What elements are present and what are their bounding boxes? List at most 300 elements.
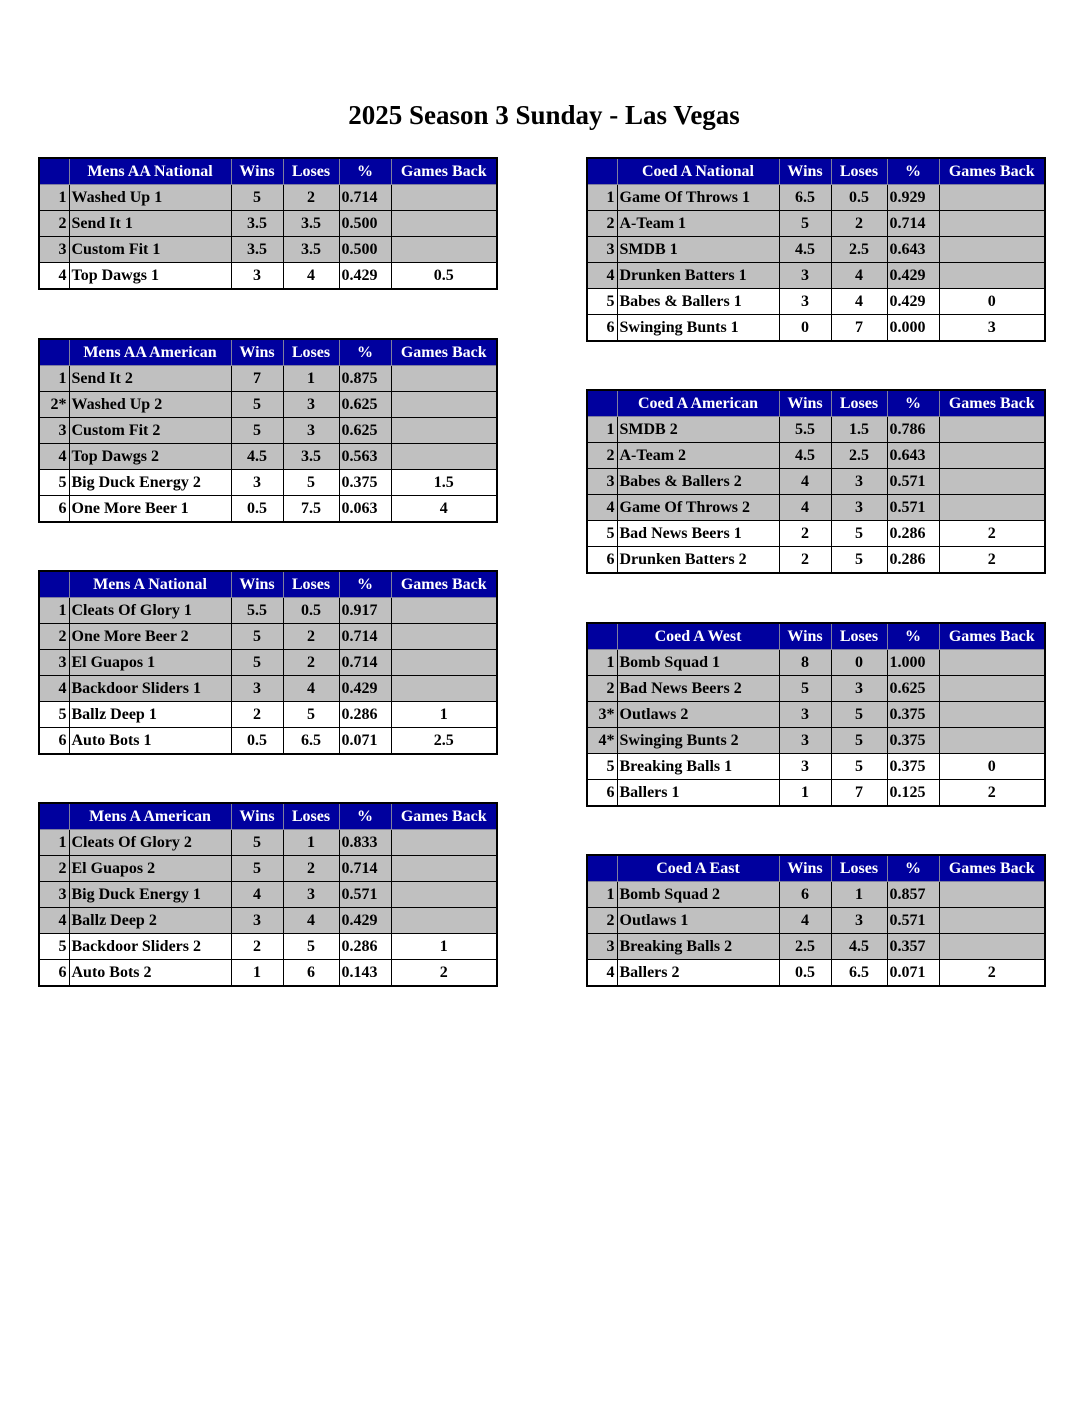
table-row xyxy=(39,185,497,211)
team-name-cell: Big Duck Energy 1 xyxy=(69,882,231,908)
wins-cell: 5 xyxy=(231,650,283,676)
table-row xyxy=(587,754,1045,780)
table-header-row xyxy=(587,855,1045,882)
rank-cell: 6 xyxy=(39,496,69,523)
loses-cell: 0.5 xyxy=(283,598,339,624)
table-row xyxy=(39,882,497,908)
pct-header: % xyxy=(887,623,939,650)
table-row xyxy=(587,521,1045,547)
wins-cell: 3 xyxy=(779,263,831,289)
games-back-header: Games Back xyxy=(391,571,497,598)
team-name-cell: One More Beer 2 xyxy=(69,624,231,650)
rank-cell: 1 xyxy=(587,882,617,908)
table-row xyxy=(39,676,497,702)
pct-cell: 0.286 xyxy=(887,521,939,547)
team-name-cell: Top Dawgs 2 xyxy=(69,444,231,470)
team-name-cell: Backdoor Sliders 2 xyxy=(69,934,231,960)
rank-cell: 3 xyxy=(587,934,617,960)
loses-header: Loses xyxy=(831,158,887,185)
loses-cell: 1.5 xyxy=(831,417,887,443)
team-name-cell: El Guapos 2 xyxy=(69,856,231,882)
rank-cell: 2 xyxy=(39,856,69,882)
loses-cell: 4.5 xyxy=(831,934,887,960)
loses-cell: 5 xyxy=(283,702,339,728)
games-back-header: Games Back xyxy=(939,390,1045,417)
games-back-header: Games Back xyxy=(939,158,1045,185)
wins-header: Wins xyxy=(779,158,831,185)
rank-cell: 2 xyxy=(587,211,617,237)
pct-cell: 0.714 xyxy=(339,856,391,882)
table-row xyxy=(587,908,1045,934)
team-name-cell: Washed Up 1 xyxy=(69,185,231,211)
division-name: Mens AA American xyxy=(69,339,231,366)
division-name: Coed A American xyxy=(617,390,779,417)
rank-cell: 2 xyxy=(39,624,69,650)
team-name-cell: Custom Fit 1 xyxy=(69,237,231,263)
pct-header: % xyxy=(339,339,391,366)
wins-cell: 5 xyxy=(231,185,283,211)
pct-cell: 0.375 xyxy=(887,728,939,754)
division-name: Mens A American xyxy=(69,803,231,830)
table-header-row xyxy=(39,803,497,830)
wins-cell: 5 xyxy=(231,856,283,882)
pct-cell: 0.571 xyxy=(887,495,939,521)
games-back-cell xyxy=(391,908,497,934)
loses-cell: 3 xyxy=(283,418,339,444)
pct-cell: 0.286 xyxy=(339,702,391,728)
rank-cell: 5 xyxy=(587,754,617,780)
team-name-cell: Custom Fit 2 xyxy=(69,418,231,444)
team-name-cell: Breaking Balls 1 xyxy=(617,754,779,780)
table-row xyxy=(39,702,497,728)
games-back-cell: 0 xyxy=(939,289,1045,315)
loses-cell: 6 xyxy=(283,960,339,987)
team-name-cell: Send It 1 xyxy=(69,211,231,237)
mens-a-national-standings-table xyxy=(38,570,498,755)
table-row xyxy=(587,702,1045,728)
wins-cell: 3 xyxy=(231,908,283,934)
wins-header: Wins xyxy=(779,623,831,650)
pct-cell: 0.071 xyxy=(339,728,391,755)
pct-cell: 0.429 xyxy=(339,908,391,934)
wins-cell: 4 xyxy=(231,882,283,908)
pct-header: % xyxy=(339,158,391,185)
games-back-cell xyxy=(939,908,1045,934)
table-row xyxy=(587,315,1045,342)
pct-cell: 0.571 xyxy=(339,882,391,908)
pct-cell: 0.429 xyxy=(887,263,939,289)
table-row xyxy=(39,728,497,755)
rank-cell: 2 xyxy=(587,676,617,702)
wins-cell: 5.5 xyxy=(779,417,831,443)
rank-cell: 1 xyxy=(587,417,617,443)
games-back-cell: 2 xyxy=(939,780,1045,807)
team-name-cell: A-Team 2 xyxy=(617,443,779,469)
rank-cell: 4* xyxy=(587,728,617,754)
games-back-header: Games Back xyxy=(939,855,1045,882)
games-back-cell: 2 xyxy=(939,547,1045,574)
wins-cell: 4 xyxy=(779,908,831,934)
rank-cell: 5 xyxy=(587,289,617,315)
games-back-cell: 3 xyxy=(939,315,1045,342)
table-row xyxy=(587,417,1045,443)
table-row xyxy=(587,289,1045,315)
wins-cell: 5.5 xyxy=(231,598,283,624)
team-name-cell: Babes & Ballers 2 xyxy=(617,469,779,495)
games-back-cell xyxy=(391,830,497,856)
pct-cell: 0.625 xyxy=(339,392,391,418)
rank-cell: 3 xyxy=(39,882,69,908)
games-back-cell xyxy=(391,882,497,908)
pct-cell: 0.714 xyxy=(339,185,391,211)
pct-cell: 0.625 xyxy=(339,418,391,444)
wins-cell: 2.5 xyxy=(779,934,831,960)
table-row xyxy=(39,392,497,418)
table-header-row xyxy=(39,158,497,185)
table-row xyxy=(39,470,497,496)
table-row xyxy=(587,263,1045,289)
pct-cell: 0.643 xyxy=(887,237,939,263)
rank-cell: 1 xyxy=(39,830,69,856)
rank-cell: 2 xyxy=(587,443,617,469)
table-row xyxy=(587,676,1045,702)
pct-cell: 0.286 xyxy=(887,547,939,574)
coed-a-american-standings-table xyxy=(586,389,1046,574)
games-back-cell xyxy=(939,882,1045,908)
team-name-cell: Drunken Batters 1 xyxy=(617,263,779,289)
rank-cell: 6 xyxy=(39,728,69,755)
team-name-cell: Ballers 1 xyxy=(617,780,779,807)
wins-cell: 3 xyxy=(779,702,831,728)
rank-cell: 3 xyxy=(39,237,69,263)
games-back-cell xyxy=(391,650,497,676)
wins-cell: 4.5 xyxy=(231,444,283,470)
rank-cell: 5 xyxy=(39,470,69,496)
wins-header: Wins xyxy=(231,803,283,830)
rank-cell: 4 xyxy=(587,960,617,987)
loses-cell: 4 xyxy=(831,263,887,289)
pct-cell: 0.917 xyxy=(339,598,391,624)
wins-header: Wins xyxy=(231,158,283,185)
wins-cell: 3 xyxy=(779,754,831,780)
games-back-cell xyxy=(939,185,1045,211)
pct-cell: 0.643 xyxy=(887,443,939,469)
team-name-cell: Babes & Ballers 1 xyxy=(617,289,779,315)
loses-cell: 7 xyxy=(831,315,887,342)
loses-cell: 0 xyxy=(831,650,887,676)
rank-cell: 6 xyxy=(587,780,617,807)
team-name-cell: Bad News Beers 1 xyxy=(617,521,779,547)
rank-cell: 4 xyxy=(39,444,69,470)
rank-cell: 2 xyxy=(39,211,69,237)
games-back-cell: 1.5 xyxy=(391,470,497,496)
pct-cell: 0.500 xyxy=(339,211,391,237)
games-back-cell: 1 xyxy=(391,934,497,960)
games-back-header: Games Back xyxy=(939,623,1045,650)
team-name-cell: Bomb Squad 1 xyxy=(617,650,779,676)
pct-cell: 0.714 xyxy=(339,624,391,650)
pct-cell: 0.357 xyxy=(887,934,939,960)
games-back-cell xyxy=(391,185,497,211)
loses-cell: 3 xyxy=(831,908,887,934)
pct-cell: 0.500 xyxy=(339,237,391,263)
team-name-cell: Bad News Beers 2 xyxy=(617,676,779,702)
loses-header: Loses xyxy=(831,623,887,650)
table-row xyxy=(39,960,497,987)
games-back-cell xyxy=(939,934,1045,960)
mens-aa-american-standings-table xyxy=(38,338,498,523)
games-back-cell xyxy=(939,443,1045,469)
division-name: Mens AA National xyxy=(69,158,231,185)
team-name-cell: Ballz Deep 1 xyxy=(69,702,231,728)
wins-cell: 5 xyxy=(231,624,283,650)
pct-cell: 0.563 xyxy=(339,444,391,470)
loses-cell: 2 xyxy=(283,185,339,211)
loses-cell: 7 xyxy=(831,780,887,807)
loses-cell: 5 xyxy=(831,547,887,574)
games-back-cell xyxy=(391,237,497,263)
wins-cell: 5 xyxy=(231,392,283,418)
games-back-cell xyxy=(939,728,1045,754)
loses-cell: 3 xyxy=(831,676,887,702)
loses-cell: 4 xyxy=(831,289,887,315)
games-back-cell xyxy=(391,856,497,882)
coed-a-national-standings-table xyxy=(586,157,1046,342)
wins-cell: 2 xyxy=(779,547,831,574)
wins-cell: 0 xyxy=(779,315,831,342)
team-name-cell: Ballz Deep 2 xyxy=(69,908,231,934)
rank-header xyxy=(587,623,617,650)
loses-cell: 4 xyxy=(283,908,339,934)
rank-cell: 1 xyxy=(39,598,69,624)
loses-cell: 4 xyxy=(283,263,339,290)
wins-cell: 6 xyxy=(779,882,831,908)
wins-cell: 4 xyxy=(779,469,831,495)
wins-header: Wins xyxy=(779,390,831,417)
loses-cell: 5 xyxy=(283,470,339,496)
wins-cell: 3 xyxy=(779,728,831,754)
team-name-cell: Bomb Squad 2 xyxy=(617,882,779,908)
pct-cell: 0.375 xyxy=(339,470,391,496)
loses-cell: 5 xyxy=(831,702,887,728)
wins-cell: 3 xyxy=(231,263,283,290)
division-name: Coed A East xyxy=(617,855,779,882)
team-name-cell: Ballers 2 xyxy=(617,960,779,987)
rank-cell: 1 xyxy=(587,650,617,676)
pct-cell: 0.000 xyxy=(887,315,939,342)
team-name-cell: Outlaws 1 xyxy=(617,908,779,934)
rank-cell: 4 xyxy=(39,908,69,934)
pct-header: % xyxy=(339,803,391,830)
team-name-cell: Game Of Throws 1 xyxy=(617,185,779,211)
team-name-cell: Send It 2 xyxy=(69,366,231,392)
loses-cell: 1 xyxy=(283,366,339,392)
coed-a-west-standings-table xyxy=(586,622,1046,807)
wins-cell: 7 xyxy=(231,366,283,392)
wins-cell: 5 xyxy=(231,830,283,856)
table-row xyxy=(39,418,497,444)
rank-cell: 4 xyxy=(587,263,617,289)
rank-cell: 4 xyxy=(39,263,69,290)
wins-header: Wins xyxy=(231,339,283,366)
pct-cell: 0.714 xyxy=(339,650,391,676)
pct-header: % xyxy=(887,158,939,185)
rank-header xyxy=(587,158,617,185)
team-name-cell: Top Dawgs 1 xyxy=(69,263,231,290)
wins-cell: 3.5 xyxy=(231,211,283,237)
wins-cell: 3 xyxy=(231,470,283,496)
games-back-cell xyxy=(391,392,497,418)
table-row xyxy=(39,830,497,856)
pct-cell: 0.857 xyxy=(887,882,939,908)
pct-cell: 0.429 xyxy=(887,289,939,315)
games-back-cell xyxy=(939,495,1045,521)
games-back-header: Games Back xyxy=(391,803,497,830)
loses-cell: 2.5 xyxy=(831,237,887,263)
loses-header: Loses xyxy=(831,390,887,417)
rank-cell: 4 xyxy=(587,495,617,521)
team-name-cell: Cleats Of Glory 1 xyxy=(69,598,231,624)
coed-a-east-standings-table xyxy=(586,854,1046,987)
loses-cell: 6.5 xyxy=(283,728,339,755)
wins-cell: 3 xyxy=(231,676,283,702)
table-header-row xyxy=(587,390,1045,417)
loses-cell: 7.5 xyxy=(283,496,339,523)
games-back-cell xyxy=(939,237,1045,263)
loses-cell: 5 xyxy=(831,728,887,754)
games-back-cell: 2 xyxy=(939,521,1045,547)
team-name-cell: Swinging Bunts 1 xyxy=(617,315,779,342)
pct-cell: 0.429 xyxy=(339,263,391,290)
games-back-cell xyxy=(391,624,497,650)
pct-cell: 0.833 xyxy=(339,830,391,856)
team-name-cell: El Guapos 1 xyxy=(69,650,231,676)
table-row xyxy=(39,856,497,882)
pct-cell: 0.071 xyxy=(887,960,939,987)
loses-cell: 5 xyxy=(831,754,887,780)
loses-cell: 1 xyxy=(831,882,887,908)
team-name-cell: Auto Bots 1 xyxy=(69,728,231,755)
loses-header: Loses xyxy=(283,339,339,366)
games-back-cell xyxy=(939,676,1045,702)
wins-cell: 5 xyxy=(779,211,831,237)
loses-cell: 3 xyxy=(283,392,339,418)
loses-cell: 3 xyxy=(831,495,887,521)
table-row xyxy=(587,934,1045,960)
wins-cell: 0.5 xyxy=(779,960,831,987)
games-back-cell xyxy=(939,702,1045,728)
games-back-cell xyxy=(939,263,1045,289)
table-row xyxy=(39,908,497,934)
table-row xyxy=(39,598,497,624)
loses-cell: 3.5 xyxy=(283,444,339,470)
division-name: Coed A West xyxy=(617,623,779,650)
rank-header xyxy=(39,339,69,366)
games-back-cell xyxy=(939,211,1045,237)
table-row xyxy=(39,237,497,263)
games-back-cell xyxy=(391,444,497,470)
wins-header: Wins xyxy=(779,855,831,882)
rank-header xyxy=(39,803,69,830)
rank-cell: 3 xyxy=(587,469,617,495)
table-row xyxy=(39,934,497,960)
pct-cell: 0.714 xyxy=(887,211,939,237)
loses-header: Loses xyxy=(283,571,339,598)
team-name-cell: Big Duck Energy 2 xyxy=(69,470,231,496)
rank-cell: 3 xyxy=(39,650,69,676)
games-back-cell: 0 xyxy=(939,754,1045,780)
loses-cell: 4 xyxy=(283,676,339,702)
table-row xyxy=(587,650,1045,676)
wins-cell: 0.5 xyxy=(231,496,283,523)
rank-cell: 1 xyxy=(39,366,69,392)
mens-a-american-standings-table xyxy=(38,802,498,987)
wins-cell: 5 xyxy=(231,418,283,444)
wins-cell: 1 xyxy=(231,960,283,987)
page-title: 2025 Season 3 Sunday - Las Vegas xyxy=(348,100,740,130)
games-back-cell xyxy=(391,366,497,392)
games-back-cell: 2 xyxy=(939,960,1045,987)
wins-cell: 6.5 xyxy=(779,185,831,211)
rank-cell: 5 xyxy=(39,934,69,960)
pct-header: % xyxy=(339,571,391,598)
team-name-cell: Backdoor Sliders 1 xyxy=(69,676,231,702)
rank-cell: 1 xyxy=(587,185,617,211)
loses-cell: 3 xyxy=(831,469,887,495)
pct-cell: 0.875 xyxy=(339,366,391,392)
team-name-cell: Drunken Batters 2 xyxy=(617,547,779,574)
loses-cell: 3 xyxy=(283,882,339,908)
pct-cell: 0.286 xyxy=(339,934,391,960)
rank-cell: 6 xyxy=(587,547,617,574)
table-row xyxy=(587,960,1045,987)
team-name-cell: Breaking Balls 2 xyxy=(617,934,779,960)
team-name-cell: Game Of Throws 2 xyxy=(617,495,779,521)
pct-cell: 0.571 xyxy=(887,908,939,934)
loses-cell: 5 xyxy=(283,934,339,960)
team-name-cell: One More Beer 1 xyxy=(69,496,231,523)
table-row xyxy=(587,469,1045,495)
wins-cell: 3.5 xyxy=(231,237,283,263)
wins-cell: 5 xyxy=(779,676,831,702)
loses-cell: 6.5 xyxy=(831,960,887,987)
games-back-cell: 2 xyxy=(391,960,497,987)
table-header-row xyxy=(587,158,1045,185)
division-name: Mens A National xyxy=(69,571,231,598)
rank-header xyxy=(39,571,69,598)
rank-cell: 3 xyxy=(39,418,69,444)
rank-header xyxy=(587,390,617,417)
rank-cell: 4 xyxy=(39,676,69,702)
pct-header: % xyxy=(887,390,939,417)
loses-cell: 2 xyxy=(283,650,339,676)
games-back-cell xyxy=(939,417,1045,443)
wins-cell: 4.5 xyxy=(779,237,831,263)
table-row xyxy=(39,366,497,392)
loses-header: Loses xyxy=(283,158,339,185)
pct-cell: 0.625 xyxy=(887,676,939,702)
wins-cell: 4 xyxy=(779,495,831,521)
pct-cell: 0.375 xyxy=(887,702,939,728)
pct-cell: 0.929 xyxy=(887,185,939,211)
mens-aa-national-standings-table xyxy=(38,157,498,290)
wins-cell: 2 xyxy=(231,702,283,728)
wins-cell: 2 xyxy=(779,521,831,547)
rank-cell: 6 xyxy=(587,315,617,342)
loses-cell: 3.5 xyxy=(283,237,339,263)
team-name-cell: Outlaws 2 xyxy=(617,702,779,728)
games-back-header: Games Back xyxy=(391,339,497,366)
